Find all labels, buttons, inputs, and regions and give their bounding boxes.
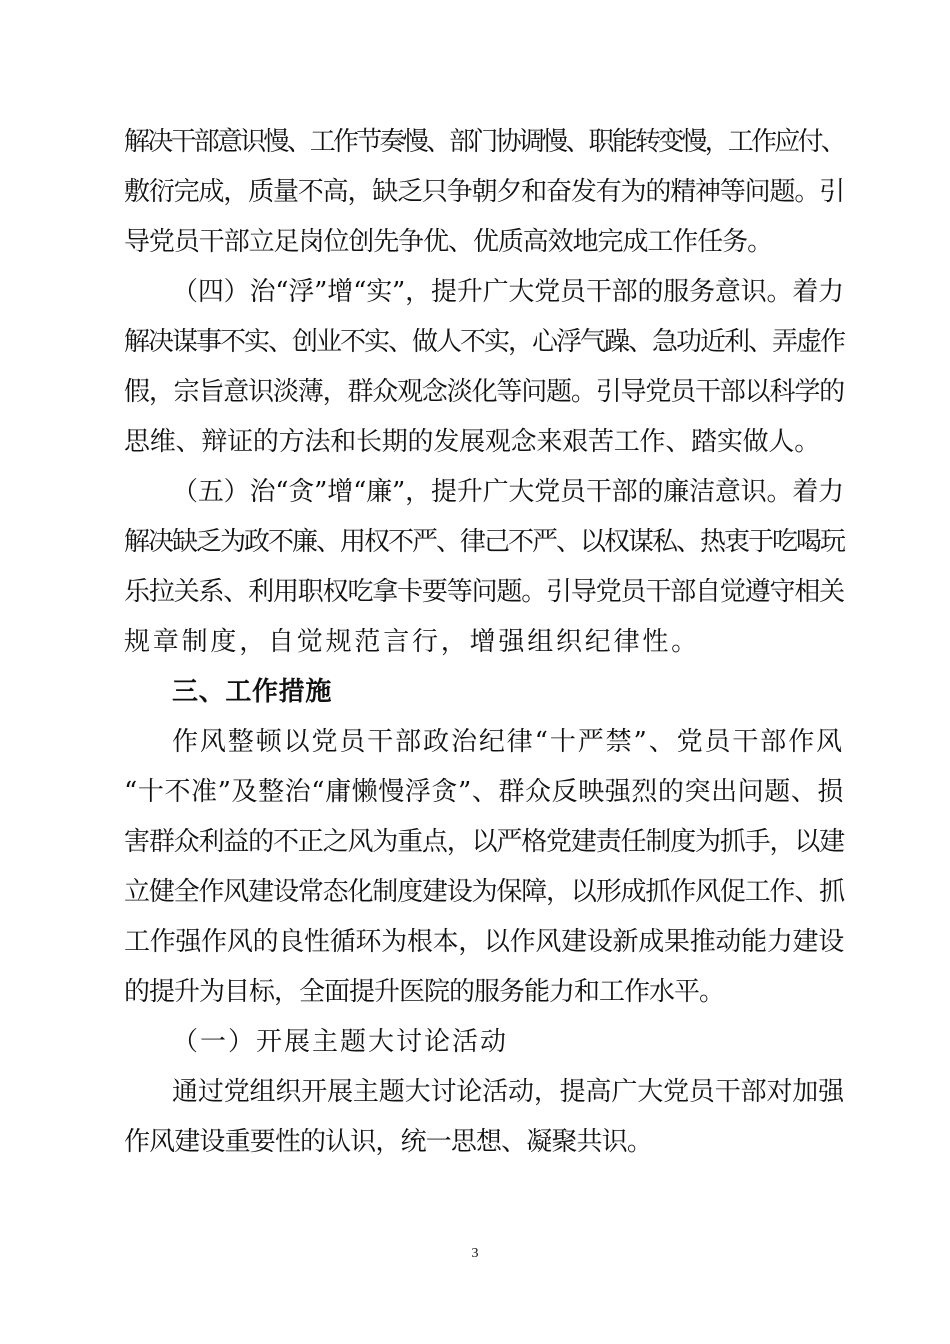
- body-text-line: 解决干部意识慢、工作节奏慢、部门协调慢、职能转变慢，工作应付、: [124, 127, 844, 157]
- body-text-line: 思维、辩证的方法和长期的发展观念来艰苦工作、踏实做人。: [124, 427, 820, 457]
- body-text-line: 假，宗旨意识淡薄，群众观念淡化等问题。引导党员干部以科学的: [124, 377, 844, 407]
- section-heading: 三、工作措施: [172, 677, 332, 707]
- body-text-line: 立健全作风建设常态化制度建设为保障，以形成抓作风促工作、抓: [124, 877, 844, 907]
- body-text-line: 解决缺乏为政不廉、用权不严、律己不严、以权谋私、热衷于吃喝玩: [124, 527, 844, 557]
- paragraph-lead-line: 作风整顿以党员干部政治纪律“十严禁”、党员干部作风: [172, 727, 844, 757]
- page-number: 3: [471, 1246, 479, 1261]
- body-text-line: 规章制度，自觉规范言行，增强组织纪律性。: [124, 627, 700, 657]
- body-text-line: 工作强作风的良性循环为根本，以作风建设新成果推动能力建设: [124, 927, 844, 957]
- body-text-line: 敷衍完成，质量不高，缺乏只争朝夕和奋发有为的精神等问题。引: [124, 177, 844, 207]
- body-text-line: 乐拉关系、利用职权吃拿卡要等问题。引导党员干部自觉遵守相关: [124, 577, 844, 607]
- body-text-line: 的提升为目标，全面提升医院的服务能力和工作水平。: [124, 977, 724, 1007]
- body-text-line: 作风建设重要性的认识，统一思想、凝聚共识。: [124, 1127, 652, 1157]
- body-text-line: “十不准”及整治“庸懒慢浮贪”、群众反映强烈的突出问题、损: [124, 777, 844, 807]
- body-text-line: 害群众利益的不正之风为重点，以严格党建责任制度为抓手，以建: [124, 827, 844, 857]
- paragraph-lead-line: 通过党组织开展主题大讨论活动，提高广大党员干部对加强: [172, 1077, 844, 1107]
- body-text-line: 导党员干部立足岗位创先争优、优质高效地完成工作任务。: [124, 227, 772, 257]
- paragraph-lead-line: （五）治“贪”增“廉”，提升广大党员干部的廉洁意识。着力: [172, 477, 844, 507]
- paragraph-lead-line: （四）治“浮”增“实”，提升广大党员干部的服务意识。着力: [172, 277, 844, 307]
- subsection-heading: （一）开展主题大讨论活动: [172, 1027, 508, 1057]
- body-text-line: 解决谋事不实、创业不实、做人不实，心浮气躁、急功近利、弄虚作: [124, 327, 844, 357]
